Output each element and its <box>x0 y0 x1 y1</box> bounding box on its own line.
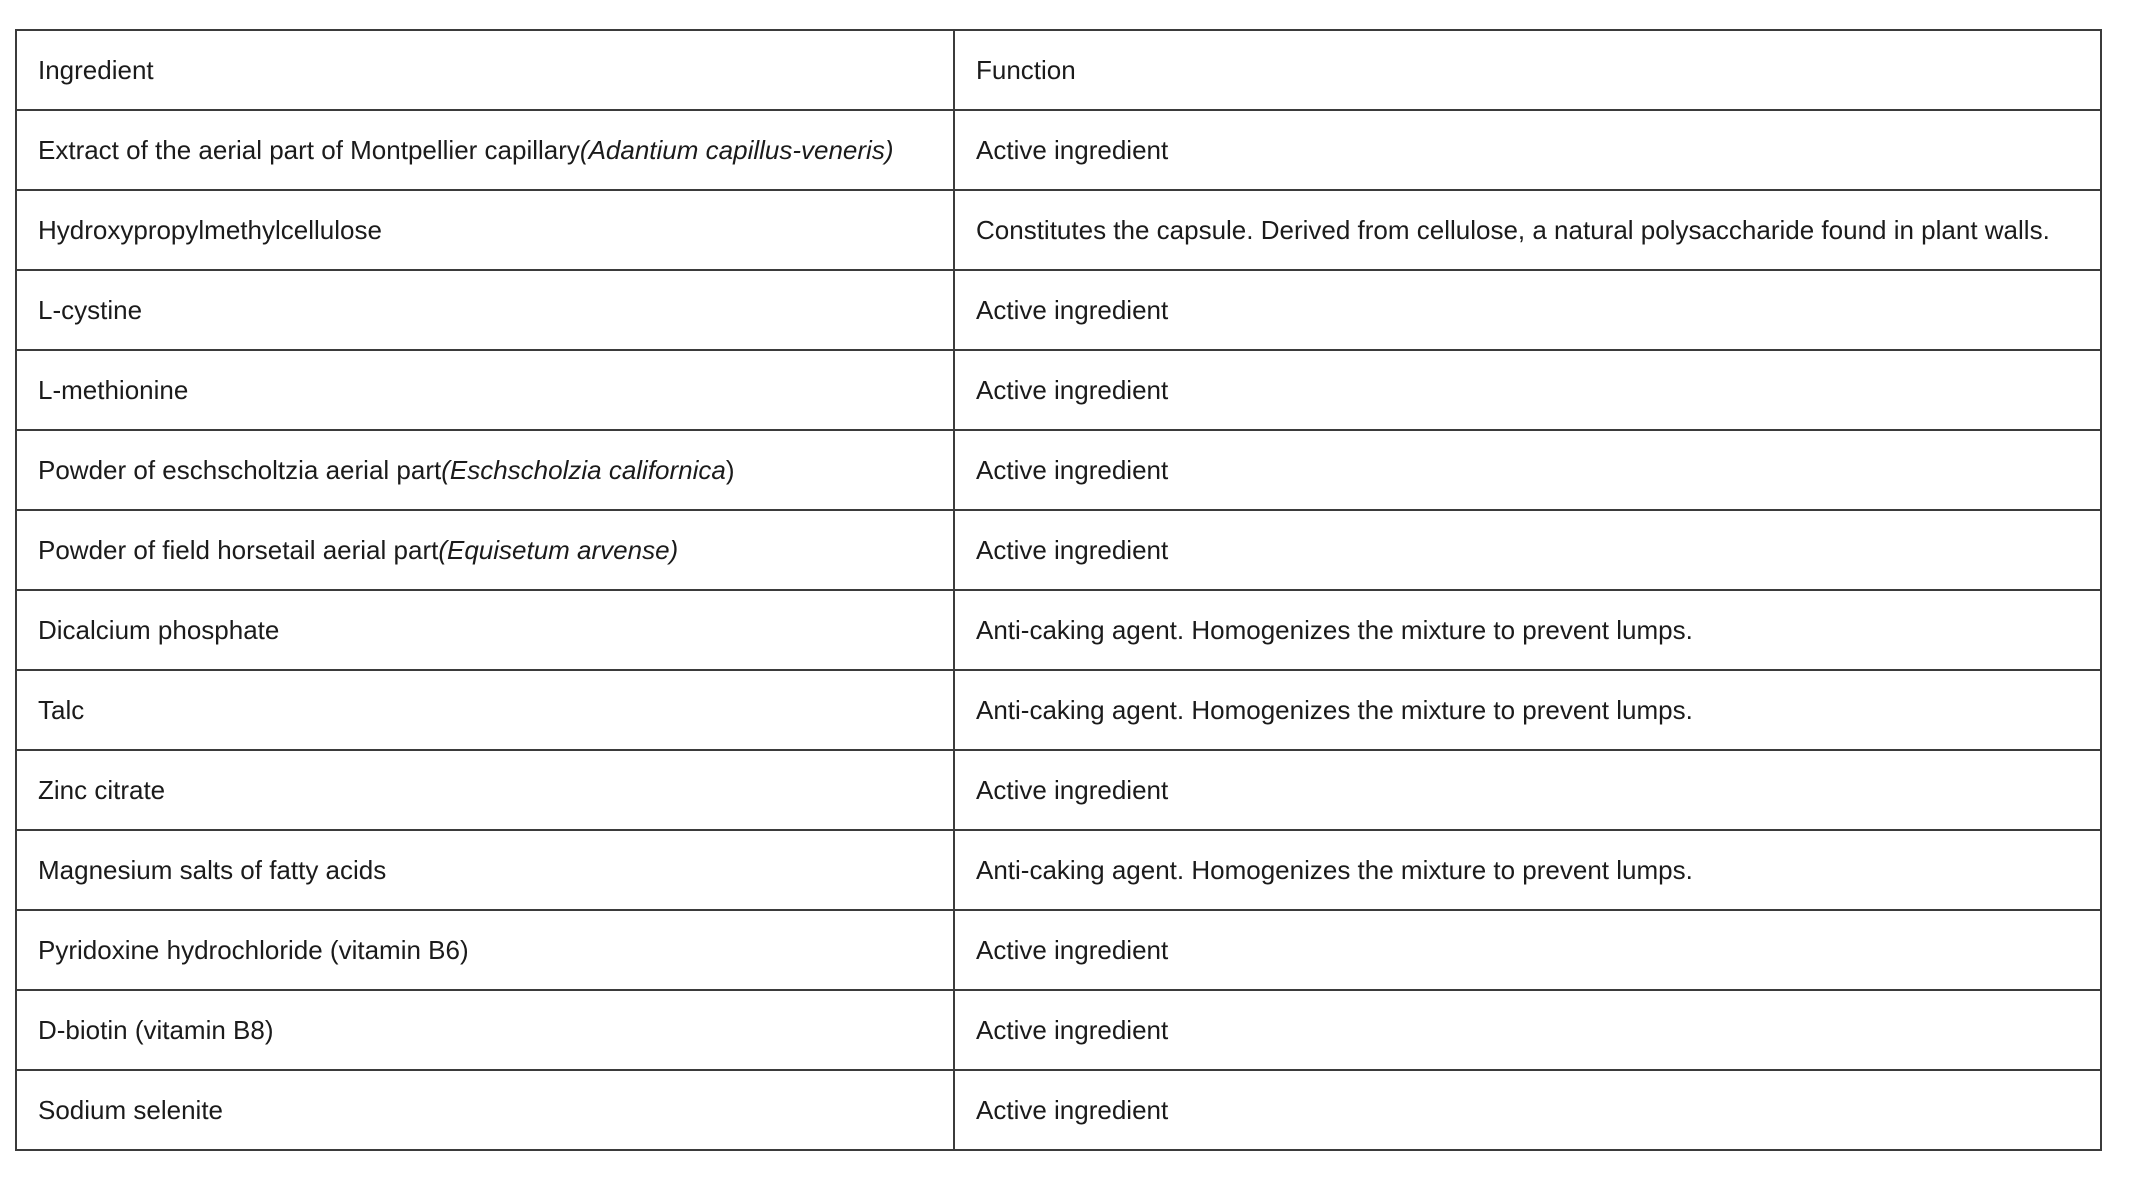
column-header-ingredient: Ingredient <box>16 30 954 110</box>
table-row <box>16 750 2101 830</box>
ingredient-text: L-methionine <box>38 374 189 405</box>
table-row <box>16 350 2101 430</box>
function-cell: Active ingredient <box>954 270 2101 350</box>
function-cell: Active ingredient <box>954 1070 2101 1150</box>
table-row <box>16 590 2101 670</box>
function-cell: Anti-caking agent. Homogenizes the mixture to prevent lumps. <box>954 830 2101 910</box>
table-row <box>16 190 2101 270</box>
function-cell: Active ingredient <box>954 350 2101 430</box>
ingredient-text: Hydroxypropylmethylcellulose <box>38 214 382 245</box>
ingredient-cell <box>16 1070 954 1150</box>
table-row <box>16 1070 2101 1150</box>
ingredient-cell <box>16 670 954 750</box>
column-header-function: Function <box>954 30 2101 110</box>
function-cell: Active ingredient <box>954 990 2101 1070</box>
ingredient-cell <box>16 510 954 590</box>
table-row <box>16 510 2101 590</box>
table-body <box>16 110 2101 1150</box>
ingredient-cell <box>16 270 954 350</box>
ingredient-cell <box>16 750 954 830</box>
ingredient-cell <box>16 110 954 190</box>
table-row <box>16 910 2101 990</box>
ingredient-text: Powder of field horsetail aerial part <box>38 534 439 565</box>
function-cell: Active ingredient <box>954 510 2101 590</box>
ingredient-text: L-cystine <box>38 294 143 325</box>
ingredient-text: Dicalcium phosphate <box>38 614 280 645</box>
table-row <box>16 430 2101 510</box>
ingredient-cell <box>16 430 954 510</box>
ingredient-text: Zinc citrate <box>38 774 166 805</box>
ingredient-text: Sodium selenite <box>38 1094 223 1125</box>
function-cell: Active ingredient <box>954 750 2101 830</box>
ingredient-text: Magnesium salts of fatty acids <box>38 854 387 885</box>
function-cell: Constitutes the capsule. Derived from cellulose, a natural polysaccharide found in plant walls. <box>954 190 2101 270</box>
table-row <box>16 830 2101 910</box>
ingredient-cell <box>16 990 954 1070</box>
table-row <box>16 110 2101 190</box>
function-cell: Anti-caking agent. Homogenizes the mixture to prevent lumps. <box>954 670 2101 750</box>
ingredient-text: ) <box>725 454 735 485</box>
ingredient-cell <box>16 190 954 270</box>
header-row <box>16 30 2101 110</box>
ingredient-cell <box>16 830 954 910</box>
ingredient-text: Extract of the aerial part of Montpellier capillary <box>38 134 580 165</box>
ingredient-text: D-biotin (vitamin B8) <box>38 1014 274 1045</box>
table-row <box>16 990 2101 1070</box>
ingredient-cell <box>16 910 954 990</box>
ingredient-text: Talc <box>38 694 85 725</box>
ingredient-latin-name: (Equisetum arvense) <box>438 534 679 565</box>
ingredient-text: Pyridoxine hydrochloride (vitamin B6) <box>38 934 469 965</box>
function-cell: Active ingredient <box>954 110 2101 190</box>
ingredient-latin-name: (Adantium capillus-veneris) <box>579 134 894 165</box>
table-row <box>16 270 2101 350</box>
ingredient-text: Powder of eschscholtzia aerial part <box>38 454 442 485</box>
table-row <box>16 670 2101 750</box>
function-cell: Anti-caking agent. Homogenizes the mixture to prevent lumps. <box>954 590 2101 670</box>
ingredient-cell <box>16 350 954 430</box>
ingredient-cell <box>16 590 954 670</box>
ingredients-table <box>15 29 2102 1151</box>
function-cell: Active ingredient <box>954 430 2101 510</box>
function-cell: Active ingredient <box>954 910 2101 990</box>
ingredient-latin-name: (Eschscholzia californica <box>441 454 726 485</box>
